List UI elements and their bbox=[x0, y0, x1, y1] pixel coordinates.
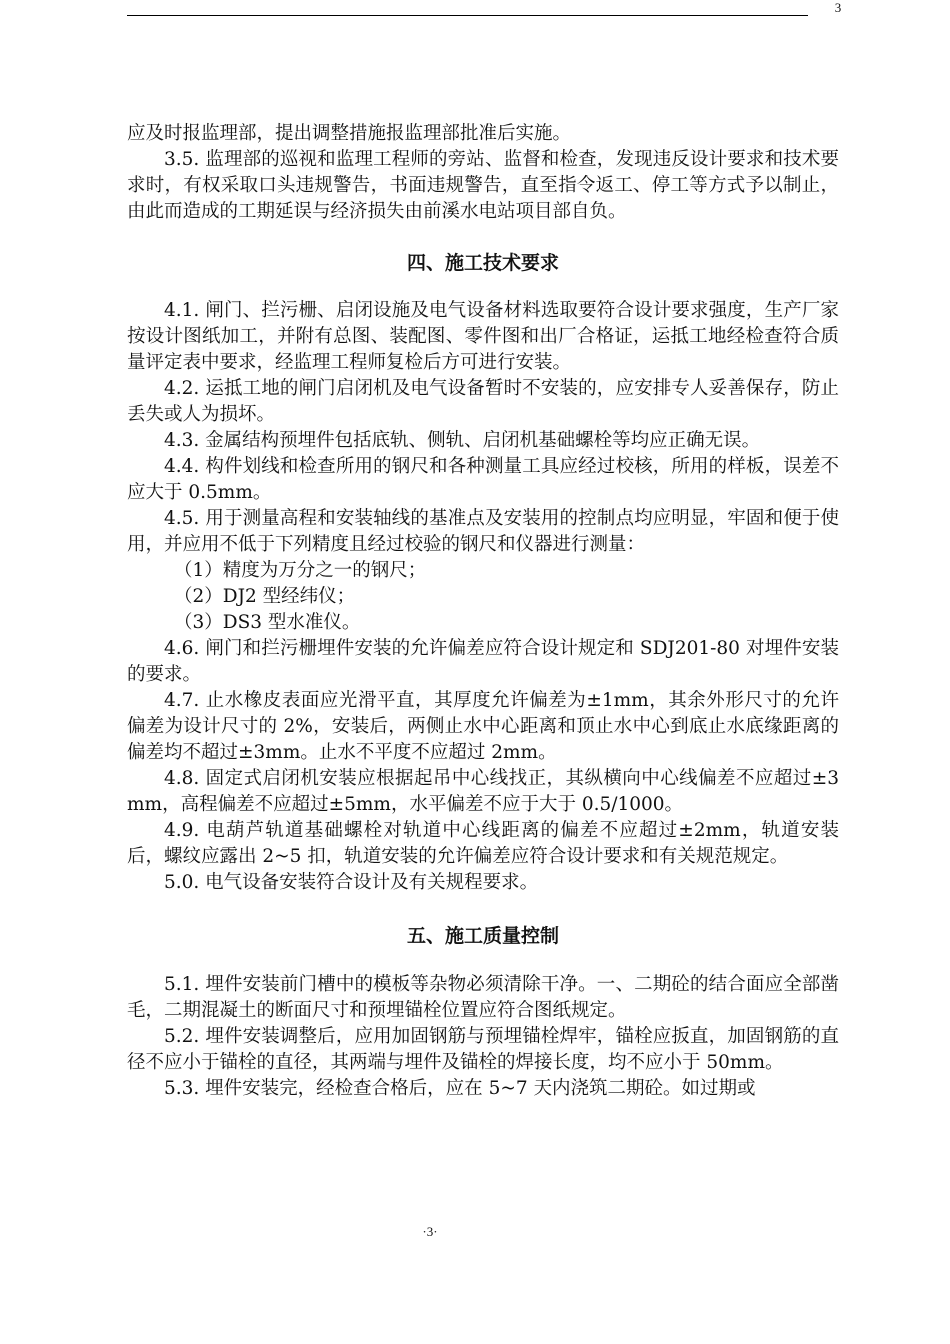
paragraph: 4.1. 闸门、拦污栅、启闭设施及电气设备材料选取要符合设计要求强度，生产厂家按设计图纸加工，并附有总图、装配图、零件图和出厂合格证，运抵工地经检查符合质量评定表中要求，经监理工程师复检后方可进行安装。 bbox=[127, 300, 839, 373]
document-body bbox=[127, 121, 839, 1102]
paragraph: 4.7. 止水橡皮表面应光滑平直，其厚度允许偏差为±1mm，其余外形尺寸的允许偏差为设计尺寸的 2%，安装后，两侧止水中心距离和顶止水中心到底止水底缘距离的偏差均不超过±3mm。止水不平度不应超过 2mm。 bbox=[127, 690, 839, 763]
paragraph: 应及时报监理部，提出调整措施报监理部批准后实施。 bbox=[127, 123, 572, 144]
header-page-number: 3 bbox=[834, 0, 842, 15]
section-title: 四、施工技术要求 bbox=[406, 252, 559, 274]
list-item: （3）DS3 型水准仪。 bbox=[174, 612, 361, 633]
footer-page-number: ·3· bbox=[422, 1224, 438, 1239]
section-title: 五、施工质量控制 bbox=[406, 925, 559, 947]
paragraph: 4.5. 用于测量高程和安装轴线的基准点及安装用的控制点均应明显，牢固和便于使用，并应用不低于下列精度且经过校验的钢尺和仪器进行测量： bbox=[127, 508, 839, 555]
paragraph: 5.3. 埋件安装完，经检查合格后，应在 5~7 天内浇筑二期砼。如过期或 bbox=[164, 1078, 756, 1099]
paragraph: 4.9. 电葫芦轨道基础螺栓对轨道中心线距离的偏差不应超过±2mm，轨道安装后，螺纹应露出 2~5 扣，轨道安装的允许偏差应符合设计要求和有关规范规定。 bbox=[127, 820, 839, 867]
list-item: （1）精度为万分之一的钢尺； bbox=[174, 560, 427, 581]
header-rule bbox=[127, 15, 808, 16]
paragraph: 4.2. 运抵工地的闸门启闭机及电气设备暂时不安装的，应安排专人妥善保存，防止丢失或人为损坏。 bbox=[127, 378, 839, 425]
paragraph: 4.6. 闸门和拦污栅埋件安装的允许偏差应符合设计规定和 SDJ201-80 对埋件安装的要求。 bbox=[127, 638, 839, 685]
paragraph: 5.0. 电气设备安装符合设计及有关规程要求。 bbox=[164, 872, 539, 893]
paragraph: 4.8. 固定式启闭机安装应根据起吊中心线找正，其纵横向中心线偏差不应超过±3mm，高程偏差不应超过±5mm，水平偏差不应于大于 0.5/1000。 bbox=[127, 768, 839, 815]
paragraph: 5.1. 埋件安装前门槽中的模板等杂物必须清除干净。一、二期砼的结合面应全部凿毛，二期混凝土的断面尺寸和预埋锚栓位置应符合图纸规定。 bbox=[127, 974, 839, 1021]
paragraph: 3.5. 监理部的巡视和监理工程师的旁站、监督和检查，发现违反设计要求和技术要求时，有权采取口头违规警告，书面违规警告，直至指令返工、停工等方式予以制止，由此而造成的工期延误与经济损失由前溪水电站项目部自负。 bbox=[127, 149, 839, 222]
paragraph: 4.3. 金属结构预埋件包括底轨、侧轨、启闭机基础螺栓等均应正确无误。 bbox=[164, 430, 761, 451]
paragraph: 5.2. 埋件安装调整后，应用加固钢筋与预埋锚栓焊牢，锚栓应扳直，加固钢筋的直径不应小于锚栓的直径，其两端与埋件及锚栓的焊接长度，均不应小于 50mm。 bbox=[127, 1026, 839, 1073]
list-item: （2）DJ2 型经纬仪； bbox=[174, 586, 356, 607]
paragraph: 4.4. 构件划线和检查所用的钢尺和各种测量工具应经过校核，所用的样板，误差不应大于 0.5mm。 bbox=[127, 456, 839, 503]
